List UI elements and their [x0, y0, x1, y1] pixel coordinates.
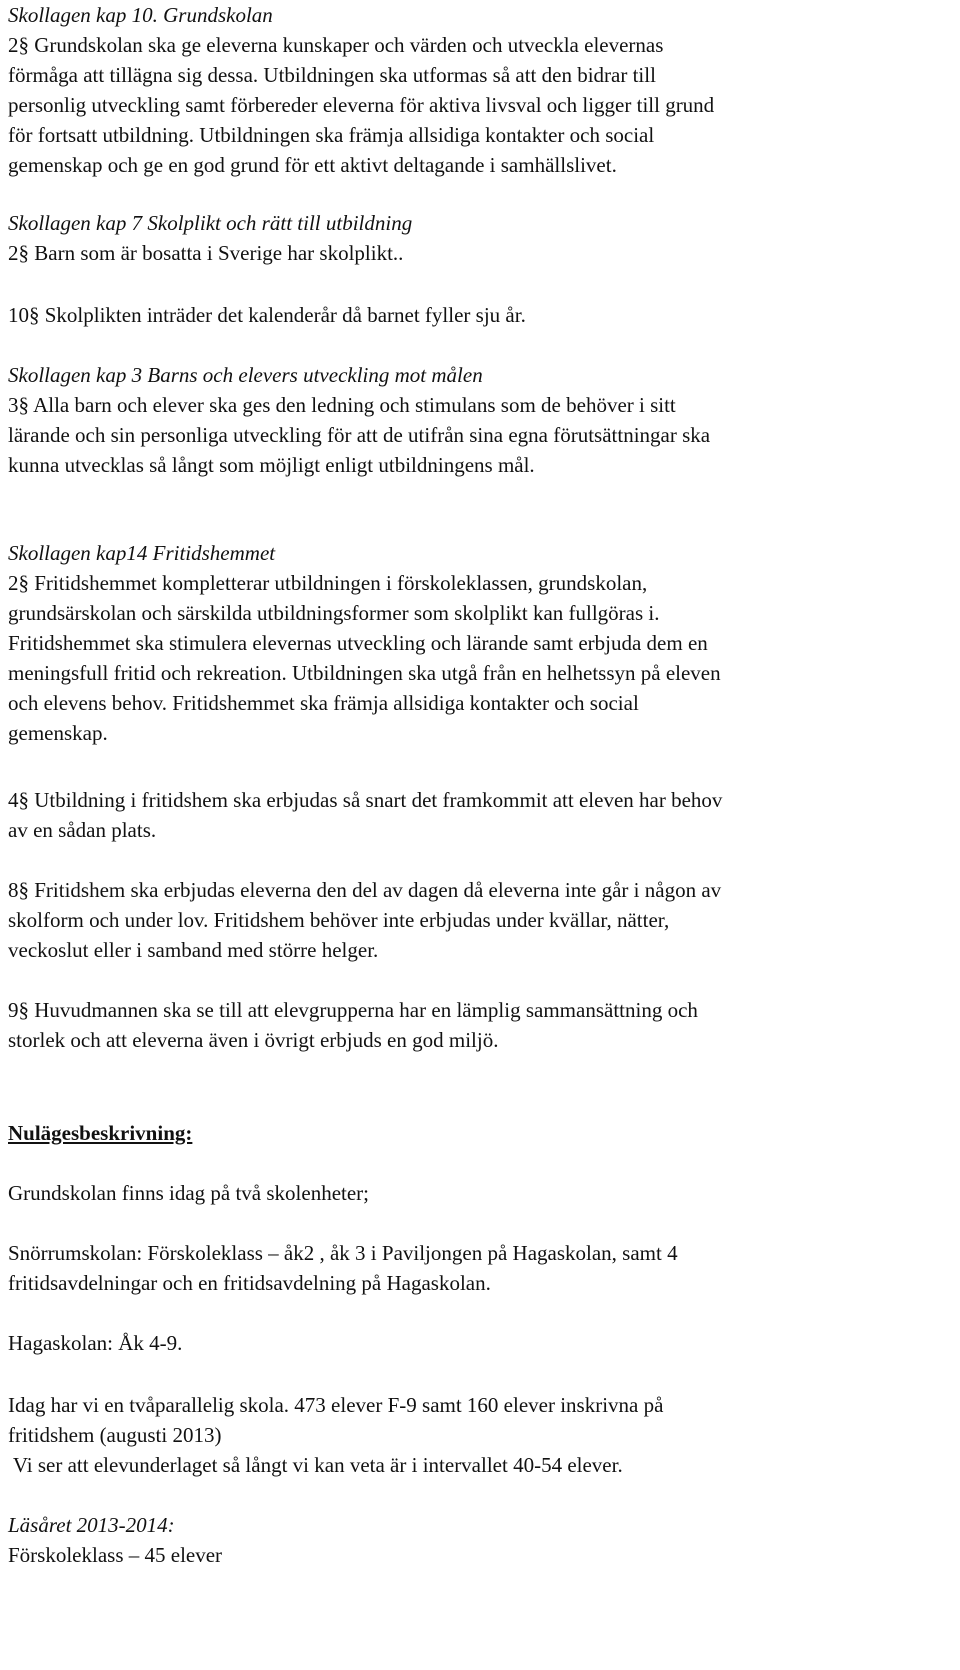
paragraph-line: 2§ Barn som är bosatta i Sverige har skolplikt..	[8, 241, 404, 265]
paragraph-line: Förskoleklass – 45 elever	[8, 1543, 223, 1567]
section-heading: Skollagen kap 3 Barns och elevers utveckling mot målen	[8, 363, 483, 387]
paragraph-line: Snörrumskolan: Förskoleklass – åk2 , åk 3 i Paviljongen på Hagaskolan, samt 4	[8, 1241, 678, 1265]
nulage-snorrum	[8, 1238, 953, 1298]
paragraph-line: 3§ Alla barn och elever ska ges den ledning och stimulans som de behöver i sitt	[8, 393, 676, 417]
paragraph-line: 8§ Fritidshem ska erbjudas eleverna den del av dagen då eleverna inte går i någon av	[8, 878, 722, 902]
section-lasaret	[8, 1510, 953, 1570]
paragraph-line: gemenskap och ge en god grund för ett aktivt deltagande i samhällslivet.	[8, 153, 617, 177]
section-heading: Skollagen kap14 Fritidshemmet	[8, 541, 276, 565]
paragraph-line: lärande och sin personliga utveckling för att de utifrån sina egna förutsättningar ska	[8, 423, 711, 447]
paragraph-line: av en sådan plats.	[8, 818, 157, 842]
paragraph-line: veckoslut eller i samband med större helger.	[8, 938, 379, 962]
section-kap14-p9	[8, 995, 953, 1055]
paragraph-line: meningsfull fritid och rekreation. Utbildningen ska utgå från en helhetssyn på eleven	[8, 661, 721, 685]
paragraph-line: 2§ Grundskolan ska ge eleverna kunskaper och värden och utveckla elevernas	[8, 33, 664, 57]
paragraph-line: fritidsavdelningar och en fritidsavdelning på Hagaskolan.	[8, 1271, 491, 1295]
paragraph-line: 9§ Huvudmannen ska se till att elevgrupperna har en lämplig sammansättning och	[8, 998, 698, 1022]
paragraph-line: personlig utveckling samt förbereder eleverna för aktiva livsval och ligger till grund	[8, 93, 715, 117]
paragraph-line: för fortsatt utbildning. Utbildningen ska främja allsidiga kontakter och social	[8, 123, 655, 147]
section-kap14	[8, 538, 953, 748]
section-heading: Skollagen kap 7 Skolplikt och rätt till utbildning	[8, 211, 413, 235]
section-kap14-p4	[8, 785, 953, 845]
section-kap7	[8, 208, 953, 268]
paragraph-line: skolform och under lov. Fritidshem behöver inte erbjudas under kvällar, nätter,	[8, 908, 670, 932]
section-kap10	[8, 0, 953, 180]
section-kap3	[8, 360, 953, 480]
nulage-haga	[8, 1328, 953, 1358]
paragraph-line: 2§ Fritidshemmet kompletterar utbildningen i förskoleklassen, grundskolan,	[8, 571, 648, 595]
nulage-idag	[8, 1390, 953, 1480]
paragraph-line: Hagaskolan: Åk 4-9.	[8, 1331, 183, 1355]
paragraph-line: grundsärskolan och särskilda utbildningsformer som skolplikt kan fullgöras i.	[8, 601, 660, 625]
section-heading: Nulägesbeskrivning:	[8, 1121, 193, 1145]
section-heading: Skollagen kap 10. Grundskolan	[8, 3, 273, 27]
paragraph-line: 10§ Skolplikten inträder det kalenderår då barnet fyller sju år.	[8, 303, 526, 327]
paragraph-line: gemenskap.	[8, 721, 108, 745]
paragraph-line: Grundskolan finns idag på två skolenheter;	[8, 1181, 369, 1205]
paragraph-line: fritidshem (augusti 2013)	[8, 1423, 222, 1447]
paragraph-line: Vi ser att elevunderlaget så långt vi kan veta är i intervallet 40-54 elever.	[8, 1453, 623, 1477]
section-kap14-p8	[8, 875, 953, 965]
paragraph-line: 4§ Utbildning i fritidshem ska erbjudas så snart det framkommit att eleven har behov	[8, 788, 723, 812]
paragraph-line: storlek och att eleverna även i övrigt erbjuds en god miljö.	[8, 1028, 499, 1052]
paragraph-line: kunna utvecklas så långt som möjligt enligt utbildningens mål.	[8, 453, 535, 477]
paragraph-line: förmåga att tillägna sig dessa. Utbildningen ska utformas så att den bidrar till	[8, 63, 656, 87]
paragraph-line: och elevens behov. Fritidshemmet ska främja allsidiga kontakter och social	[8, 691, 639, 715]
section-kap7-p10	[8, 300, 953, 330]
paragraph-line: Idag har vi en tvåparallelig skola. 473 elever F-9 samt 160 elever inskrivna på	[8, 1393, 664, 1417]
section-heading: Läsåret 2013-2014:	[8, 1513, 175, 1537]
section-nulage	[8, 1118, 953, 1148]
paragraph-line: Fritidshemmet ska stimulera elevernas utveckling och lärande samt erbjuda dem en	[8, 631, 708, 655]
nulage-intro	[8, 1178, 953, 1208]
